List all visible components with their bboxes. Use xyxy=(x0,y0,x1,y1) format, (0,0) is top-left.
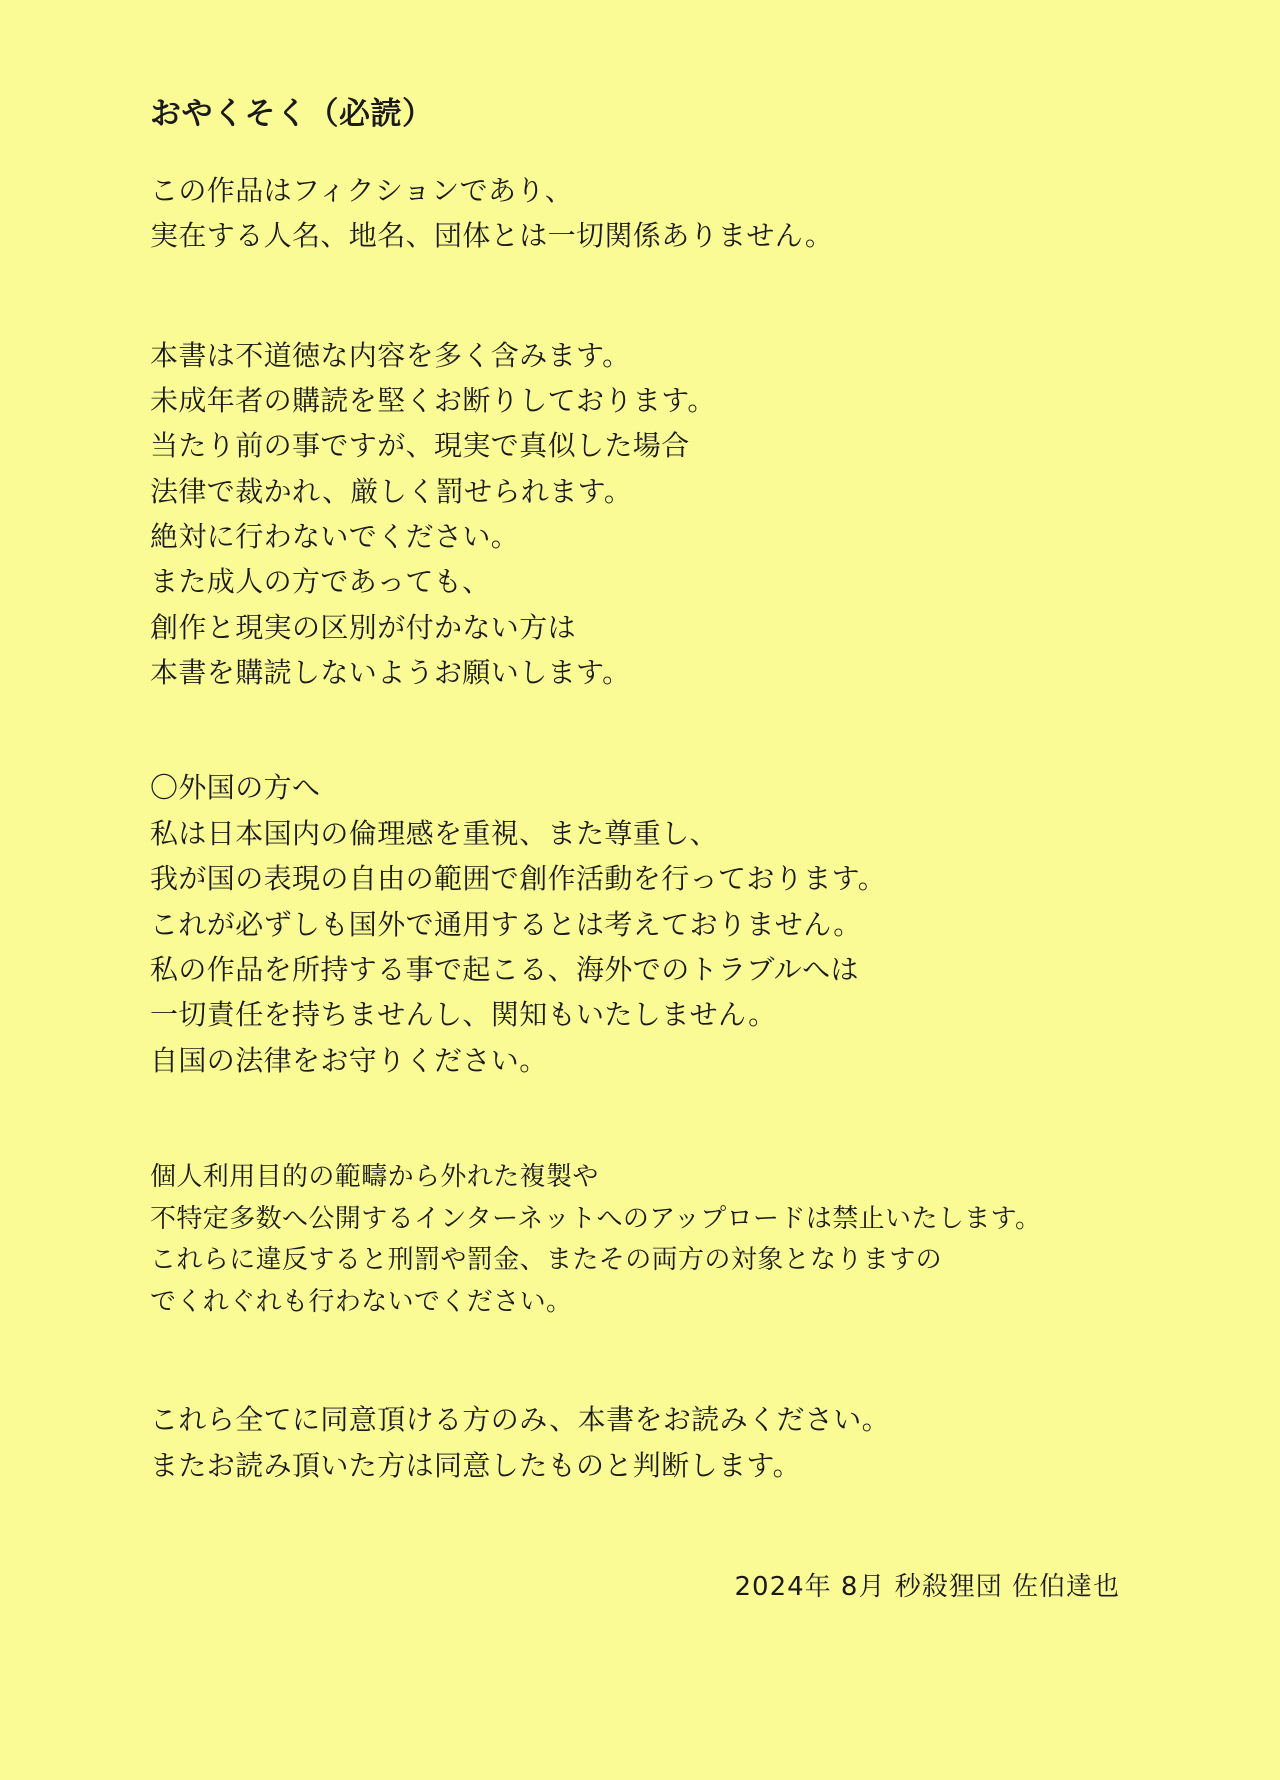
text-line: 絶対に行わないでください。 xyxy=(150,520,520,553)
text-line: 我が国の表現の自由の範囲で創作活動を行っております。 xyxy=(150,862,887,896)
text-line: これら全てに同意頂ける方のみ、本書をお読みください。 xyxy=(150,1403,891,1437)
text-line: 本書を購読しないようお願いします。 xyxy=(150,656,631,690)
section-notice-for-overseas-readers xyxy=(150,765,1150,1083)
text-line: 当たり前の事ですが、現実で真似した場合 xyxy=(150,429,690,463)
section-agreement-statement xyxy=(150,1397,1150,1488)
text-line: 一切責任を持ちませんし、関知もいたしません。 xyxy=(150,998,777,1032)
text-line: 実在する人名、地名、団体とは一切関係ありません。 xyxy=(150,219,834,253)
spacer xyxy=(150,695,1150,765)
text-line: 私は日本国内の倫理感を重視、また尊重し、 xyxy=(150,816,719,850)
text-line: 私の作品を所持する事で起こる、海外でのトラブルへは xyxy=(150,952,859,986)
spacer xyxy=(150,1323,1150,1397)
text-line: 自国の法律をお守りください。 xyxy=(150,1043,548,1077)
section-immoral-content-warning xyxy=(150,333,1150,696)
spacer xyxy=(150,1083,1150,1157)
spacer xyxy=(150,259,1150,333)
text-line: この作品はフィクションであり、 xyxy=(150,173,574,207)
text-line: 本書は不道徳な内容を多く含みます。 xyxy=(150,338,631,372)
text-line: 法律で裁かれ、厳しく罰せられます。 xyxy=(150,474,633,508)
text-line: 〇外国の方へ xyxy=(150,771,321,805)
text-line: 未成年者の購読を堅くお断りしております。 xyxy=(150,383,716,417)
text-line: 個人利用目的の範疇から外れた複製や xyxy=(150,1161,599,1192)
section-redistribution-prohibition xyxy=(150,1157,1150,1323)
page-title: おやくそく（必読） xyxy=(150,96,434,132)
text-line: またお読み頂いた方は同意したものと判断します。 xyxy=(150,1448,801,1482)
text-line: 創作と現実の区別が付かない方は xyxy=(150,610,577,644)
text-line: 不特定多数へ公開するインターネットへのアップロードは禁止いたします。 xyxy=(150,1203,1042,1234)
text-line: これらに違反すると刑罰や罰金、またその両方の対象となりますの xyxy=(150,1245,943,1276)
text-line: でくれぐれも行わないでください。 xyxy=(150,1286,573,1317)
text-line: これが必ずしも国外で通用するとは考えておりません。 xyxy=(150,907,862,941)
section-fiction-disclaimer xyxy=(150,168,1150,259)
signature: 2024年 8月 秒殺狸団 佐伯達也 xyxy=(734,1572,1120,1603)
text-line: また成人の方であっても、 xyxy=(150,565,491,599)
